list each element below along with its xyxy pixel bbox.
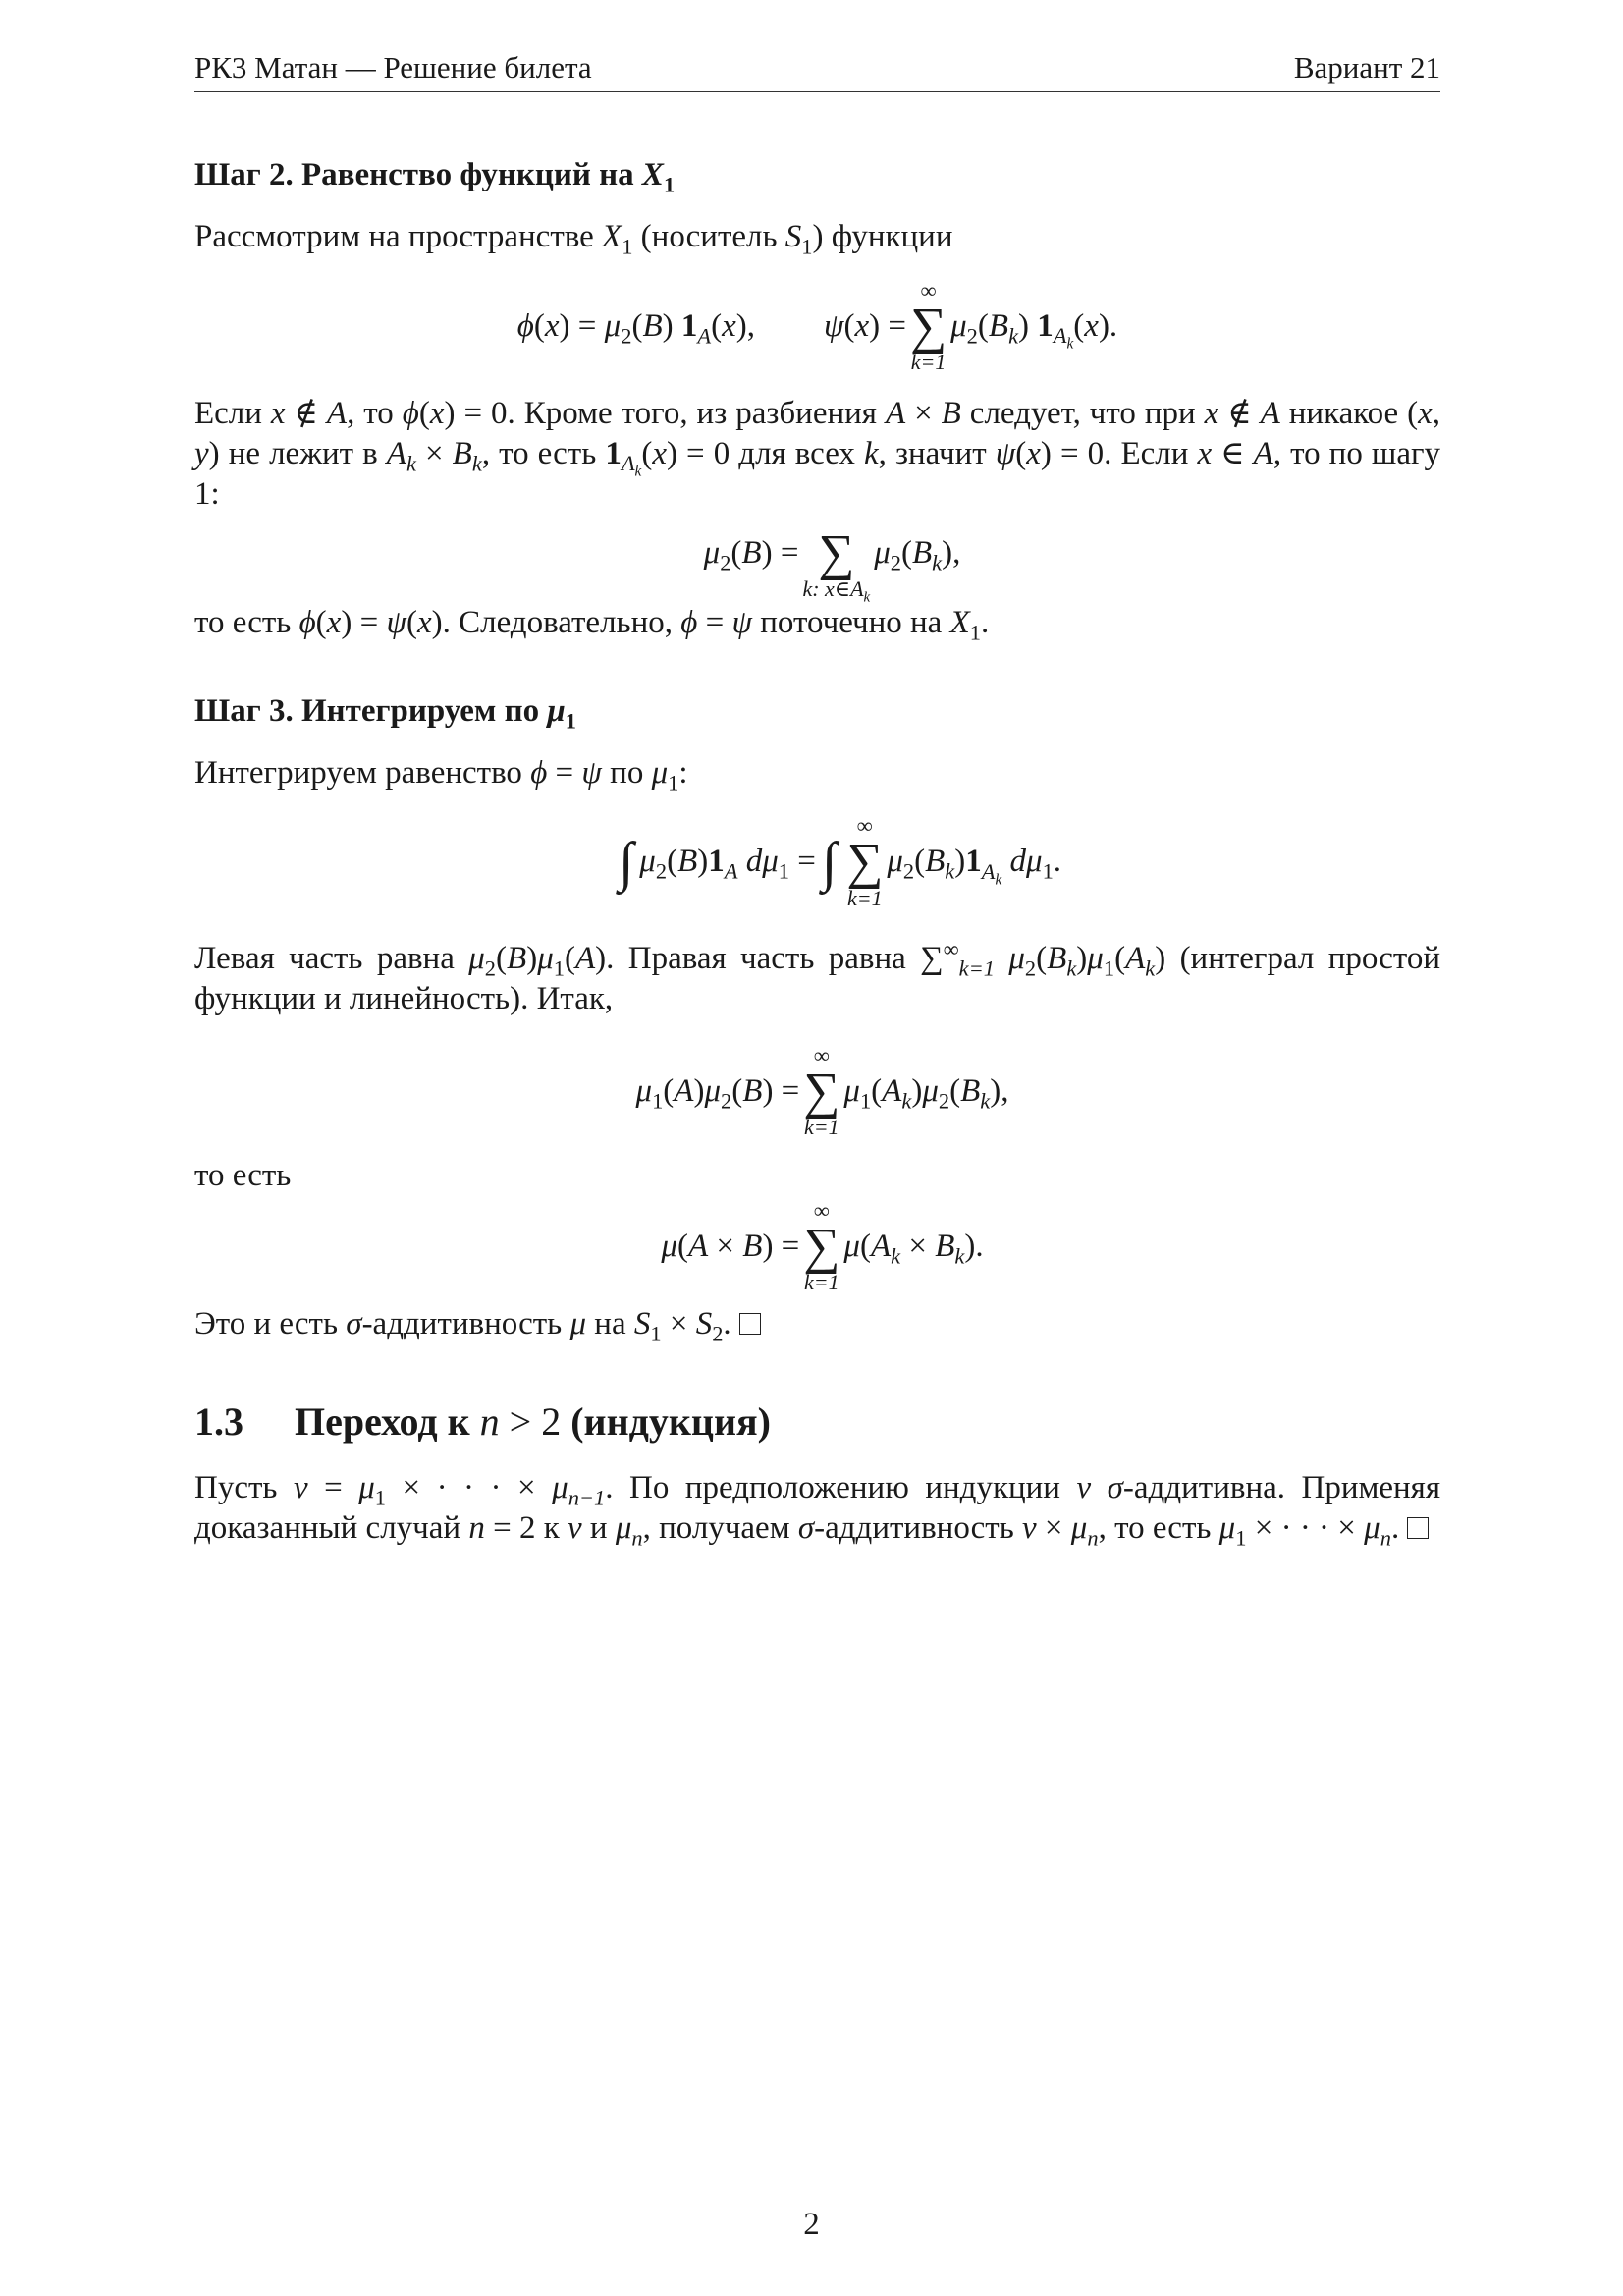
header-variant: Вариант 21	[1293, 50, 1440, 85]
section-1-3-heading: 1.3 Переход к n > 2 (индукция)	[194, 1399, 771, 1444]
step3-heading: Шаг 3. Интегрируем по $\mu_1$	[194, 692, 576, 734]
step2-intro: Рассмотрим на пространстве $X_1$ (носитель $S_1$) функции	[194, 219, 953, 259]
step3-toest: то есть	[194, 1157, 292, 1193]
section-1-3-paragraph: Пусть $\nu = \mu_1$ × · · · × $\mu_{n-1}$. По предположению индукции ν σ-аддитивна. Применяя доказанный случай n = 2 к ν и $\mu_n$, получаем σ-аддитивность $\nu \times \mu_n$, то есть $\mu_1$ × · · · × $\mu_n$.	[194, 1470, 1441, 1551]
step2-heading: Шаг 2. Равенство функций на $X_1$	[194, 157, 676, 197]
page-content	[194, 155, 1440, 1550]
step2-paragraph2: то есть ϕ(x) = ψ(x). Следовательно, ϕ = ψ поточечно на $X_1$.	[194, 605, 990, 645]
qed-square	[739, 1313, 761, 1335]
formula-integral: ∫ $\mu_2(B)1_A$ $d\mu_1$ = ∫ ∞ ∑ k=1 $\mu_2(B_k)1_{A_k}$ $d\mu_1$.	[618, 813, 1062, 910]
formula-mu2-sum: $\mu_2(B)$ = ∑ k: $x\in A_k$ $\mu_2(B_k)$,	[703, 524, 961, 606]
step2-paragraph1: Если x ∉ A, то ϕ(x) = 0. Кроме того, из разбиения A × B следует, что при x ∉ A никакое (x, y) не лежит в $A_k \times B_k$, то есть $1_{A_k}(x) = 0$ для всех k, значит ψ(x) = 0. Если x ∈ A, то по шагу 1:	[194, 395, 1441, 512]
formula-phi-psi: $\phi(x) = \mu_2(B)$ $1_A(x)$, ψ(x) = ∞ ∑ k=1 $\mu_2(B_k)$ $1_{A_k}(x)$.	[516, 277, 1118, 375]
header-title: РК3 Матан — Решение билета	[194, 50, 592, 85]
formula-product-measure: $\mu_1(A)\mu_2(B)$ = ∞ ∑ k=1 $\mu_1(A_k)\mu_2(B_k)$,	[635, 1042, 1009, 1140]
step3-paragraph1: Левая часть равна $\mu_2(B)\mu_1(A)$. Правая часть равна $\sum^\infty_{k=1}$ $\mu_2(B_k)\mu_1(A_k)$ (интеграл простой функции и линейность). Итак,	[194, 937, 1440, 1017]
running-header	[194, 51, 1440, 92]
formula-mu-sum: μ(A × B) = ∞ ∑ k=1 $\mu(A_k \times B_k)$.	[661, 1197, 984, 1295]
qed-square	[1407, 1517, 1429, 1539]
step3-conclusion: Это и есть σ-аддитивность μ на $S_1 \times S_2$.	[194, 1304, 1440, 1344]
page-number: 2	[803, 2207, 820, 2242]
step3-intro: Интегрируем равенство ϕ = ψ по $\mu_1$:	[194, 754, 688, 795]
